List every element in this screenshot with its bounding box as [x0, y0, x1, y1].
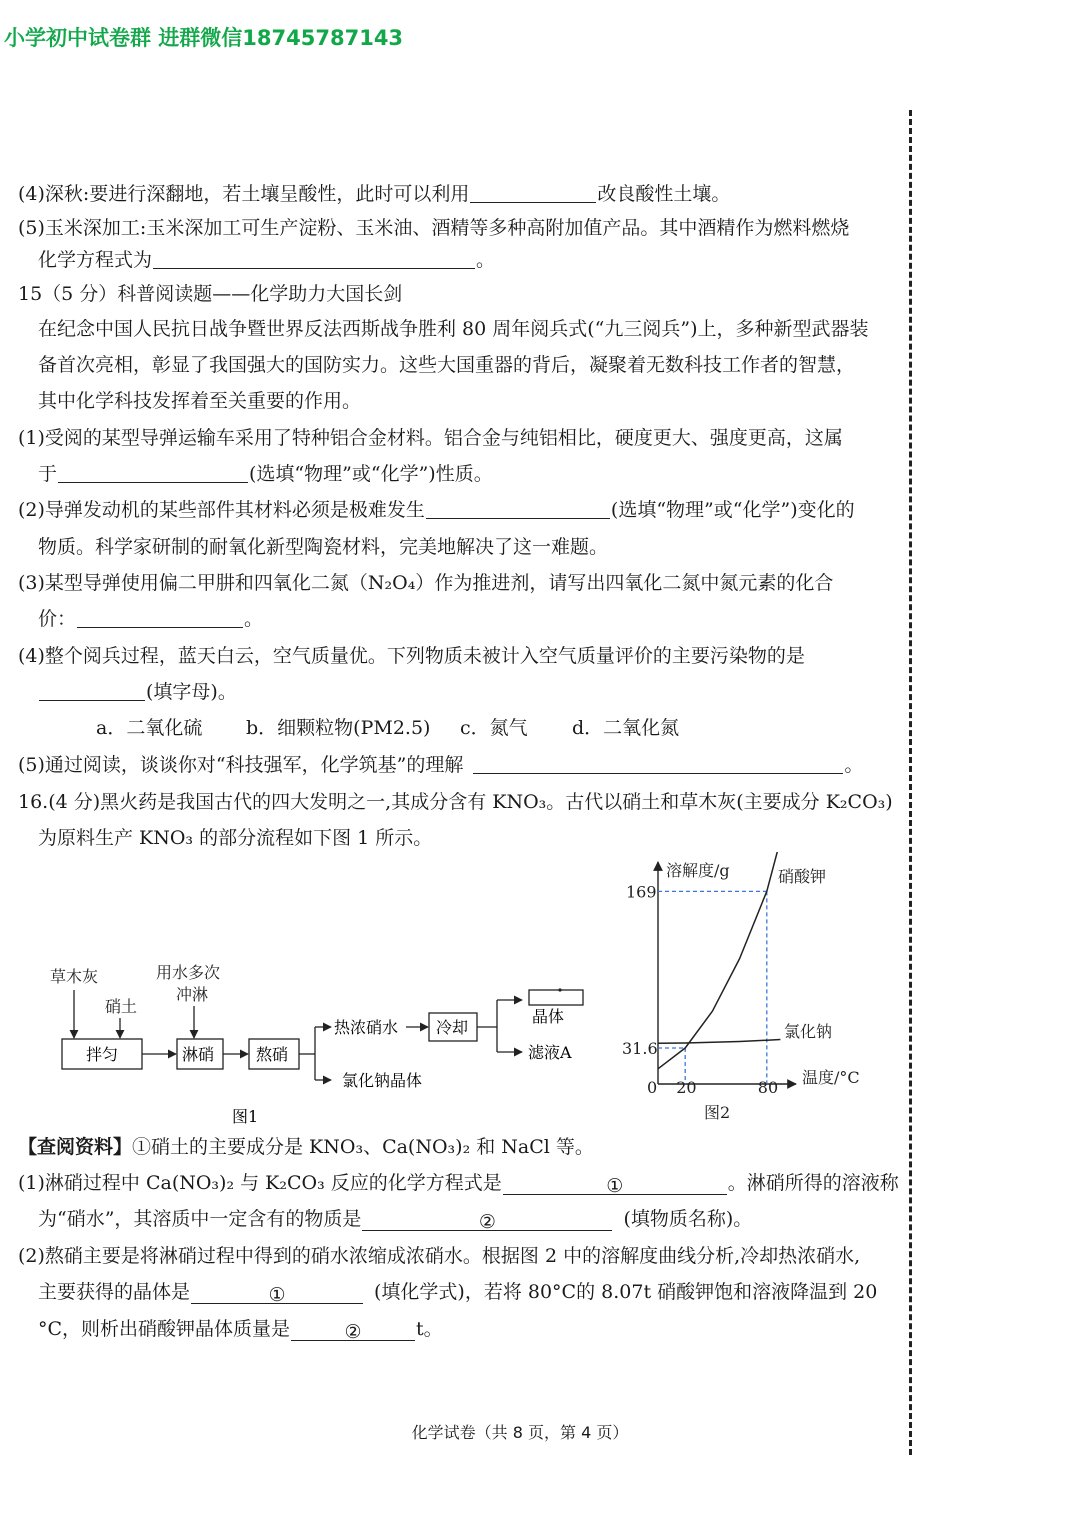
q16-sub2-line3: °C，则析出硝酸钾晶体质量是 ② t。	[38, 1318, 443, 1343]
fig1-box-leach-label: 淋硝	[182, 1045, 215, 1064]
q15-sub4-line2: (填字母)。	[38, 680, 237, 704]
q15-para-line1: 在纪念中国人民抗日战争暨世界反法西斯战争胜利 80 周年阅兵式(“九三阅兵”)上，多种新型武器装	[38, 318, 869, 340]
q15-sub3-line2: 价： 。	[38, 608, 264, 630]
q16-sub2-line1: (2)熬硝主要是将淋硝过程中得到的硝水浓缩成浓硝水。根据图 2 中的溶解度曲线分析,冷却热浓硝水,	[18, 1245, 861, 1267]
figure2-solubility-chart	[612, 852, 880, 1132]
q14-part5-line2: 化学方程式为 。	[38, 249, 496, 271]
figure1-flowchart	[40, 950, 600, 1130]
q15-para-line2: 备首次亮相，彰显了我国强大的国防实力。这些大国重器的背后，凝聚着无数科技工作者的智慧，	[38, 354, 856, 376]
q15-sub1-line1: (1)受阅的某型导弹运输车采用了特种铝合金材料。铝合金与纯铝相比，硬度更大、强度更高，这属	[18, 427, 843, 449]
fig1-box-mix-label: 拌匀	[86, 1045, 119, 1064]
chart-x-tick-80: 80	[757, 1078, 779, 1097]
chart-series-label-kno3: 硝酸钾	[778, 867, 827, 886]
q16-sub2-line2: 主要获得的晶体是 ① (填化学式)，若将 80°C的 8.07t 硝酸钾饱和溶液降温到 20	[38, 1281, 878, 1306]
fig1-input-water-1: 用水多次	[156, 963, 221, 982]
q15-para-line3: 其中化学科技发挥着至关重要的作用。	[38, 390, 362, 412]
q16-sub1-blank2[interactable]: ②	[362, 1210, 612, 1231]
q16-sub1-line2: 为“硝水”，其溶质中一定含有的物质是 ② (填物质名称)。	[38, 1208, 753, 1233]
fig1-nacl-crystal: 氯化钠晶体	[342, 1071, 423, 1090]
fig1-input-water-2: 冲淋	[176, 985, 209, 1004]
chart-x-tick-0: 0	[647, 1078, 658, 1097]
fig1-filtrate: 滤液A	[528, 1043, 572, 1062]
fig1-caption: 图1	[232, 1107, 259, 1126]
q15-option-a: a．二氧化硫	[96, 717, 203, 739]
q15-sub2-blank[interactable]	[426, 498, 610, 519]
chart-caption: 图2	[704, 1103, 731, 1122]
fig1-input-soil: 硝土	[105, 997, 138, 1016]
chart-y-tick-169: 169	[626, 882, 657, 902]
q16-sub2-blank2[interactable]: ②	[291, 1320, 415, 1341]
fig1-crystal-box	[529, 990, 583, 1005]
chart-series-label-nacl: 氯化钠	[784, 1022, 833, 1041]
q16-intro-line2: 为原料生产 KNO₃ 的部分流程如下图 1 所示。	[38, 827, 433, 849]
chart-x-label: 温度/°C	[802, 1068, 860, 1087]
fig1-hot-brine: 热浓硝水	[334, 1018, 399, 1037]
q14-part5-blank[interactable]	[153, 248, 475, 269]
q15-option-c: c．氮气	[460, 717, 528, 739]
q16-intro-line1: 16.(4 分)黑火药是我国古代的四大发明之一,其成分含有 KNO₃。古代以硝土和草木灰(主要成分 K₂CO₃)	[18, 791, 893, 813]
q15-sub2-line1: (2)导弹发动机的某些部件其材料必须是极难发生 (选填“物理”或“化学”)变化的	[18, 499, 855, 521]
q14-part5-line1: (5)玉米深加工:玉米深加工可生产淀粉、玉米油、酒精等多种高附加值产品。其中酒精作为燃料燃烧	[18, 217, 850, 239]
q14-part4: (4)深秋:要进行深翻地，若土壤呈酸性，此时可以利用 改良酸性土壤。	[18, 183, 731, 205]
fig1-crystal: 晶体	[532, 1007, 565, 1026]
chart-series-line-nacl	[658, 1040, 780, 1044]
q16-sub2-blank1[interactable]: ①	[191, 1283, 363, 1304]
q15-sub4-blank[interactable]	[39, 680, 145, 701]
q16-reference: 【查阅资料】①硝土的主要成分是 KNO₃、Ca(NO₃)₂ 和 NaCl 等。	[18, 1136, 594, 1158]
chart-series-line-kno3	[658, 852, 778, 1069]
q15-sub3-blank[interactable]	[77, 607, 243, 628]
q15-sub5-blank[interactable]	[473, 753, 843, 774]
fig1-input-ash: 草木灰	[50, 967, 99, 986]
q14-part4-blank[interactable]	[470, 182, 596, 203]
chart-y-label: 溶解度/g	[666, 861, 730, 880]
binding-dashed-line	[909, 110, 912, 1455]
q15-sub3-line1: (3)某型导弹使用偏二甲肼和四氧化二氮（N₂O₄）作为推进剂，请写出四氧化二氮中氮元素的化合	[18, 572, 834, 594]
fig1-box-cool-label: 冷却	[436, 1018, 469, 1037]
q16-sub1-line1: (1)淋硝过程中 Ca(NO₃)₂ 与 K₂CO₃ 反应的化学方程式是 ① 。淋硝所得的溶液称	[18, 1172, 899, 1197]
q15-sub2-line2: 物质。科学家研制的耐氧化新型陶瓷材料，完美地解决了这一难题。	[38, 536, 609, 558]
q15-sub5: (5)通过阅读，谈谈你对“科技强军，化学筑基”的理解 。	[18, 754, 864, 776]
q15-sub1-line2: 于 (选填“物理”或“化学”)性质。	[38, 463, 493, 485]
chart-x-tick-20: 20	[676, 1078, 697, 1097]
page-footer: 化学试卷（共 8 页，第 4 页）	[411, 1423, 629, 1442]
q15-sub4-line1: (4)整个阅兵过程，蓝天白云，空气质量优。下列物质未被计入空气质量评价的主要污染物的是	[18, 645, 805, 667]
fig1-box-boil-label: 熬硝	[256, 1045, 289, 1064]
q16-sub1-blank1[interactable]: ①	[503, 1174, 727, 1195]
q15-title: 15（5 分）科普阅读题——化学助力大国长剑	[18, 283, 403, 305]
group-banner: 小学初中试卷群 进群微信18745787143	[4, 26, 404, 50]
q15-option-d: d．二氧化氮	[572, 717, 680, 739]
q15-option-b: b．细颗粒物(PM2.5)	[246, 717, 431, 739]
q15-sub1-blank[interactable]	[58, 462, 248, 483]
chart-y-tick-31-6: 31.6	[622, 1039, 658, 1058]
